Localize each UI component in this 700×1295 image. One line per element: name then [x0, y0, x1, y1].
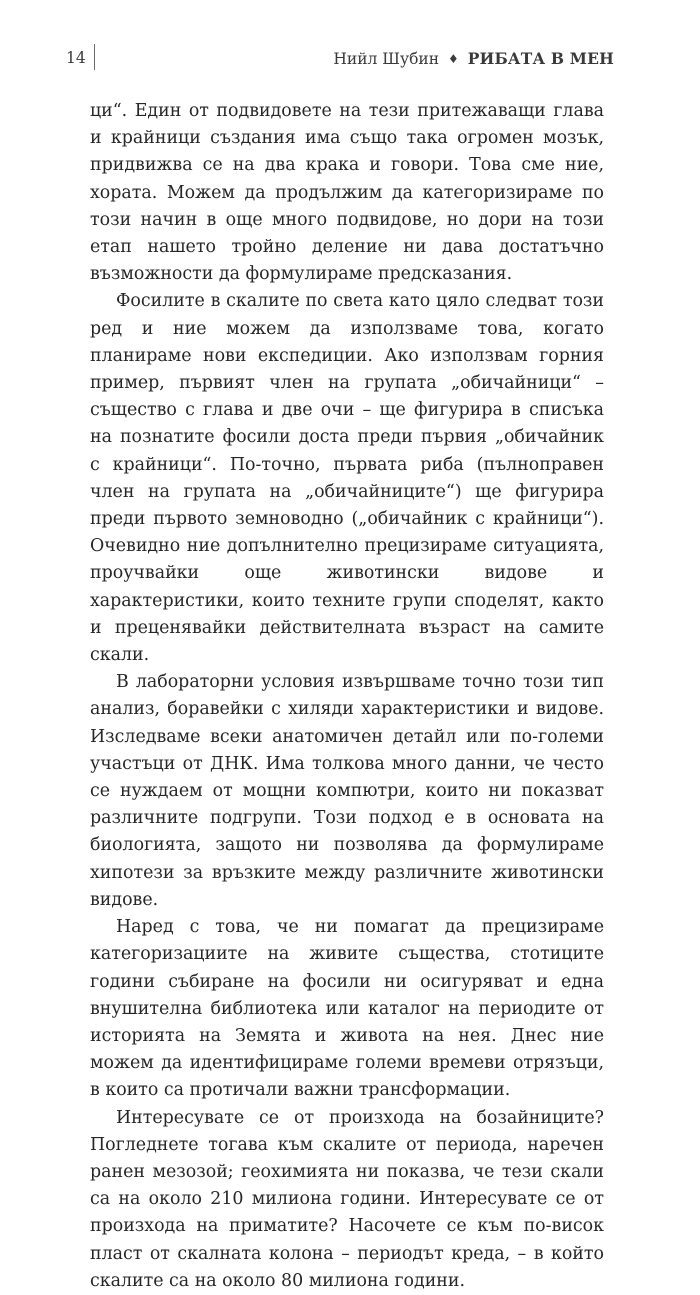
paragraph-2: Фосилите в скалите по света като цяло следват този ред и ние можем да използваме това, когато планираме нови експедиции. Ако използвам горния пример, първият член на групата „обичайници“ – същество с глава и две очи – ще фигурира в списъка на познатите фосили доста преди първия „обичайник с крайници“. По-точно, първата риба (пълноправен член на групата на „обичайниците“) ще фигурира преди първото земноводно („обичайник с крайници“). Очевидно ние допълнително прецизираме ситуацията, проучвайки още животински видове и характеристики, които техните групи споделят, както и преценявайки действителната възраст на самите скали. — [90, 291, 604, 666]
running-head-book-title: РИБАТА В МЕН — [467, 49, 614, 68]
paragraph-5: Интересувате се от произхода на бозайниците? Погледнете тогава към скалите от периода, наречен ранен мезозой; геохимията ни показва, че тези скали са на около 210 милиона години. Интересувате се от произхода на приматите? Насочете се към по-висок пласт от скалната колона – периодът креда, – в който скалите са на около 80 милиона години. — [90, 1107, 604, 1291]
running-head-author: Нийл Шубин — [333, 50, 440, 68]
paragraph-3: В лабораторни условия извършваме точно този тип анализ, боравейки с хиляди характеристики и видове. Изследваме всеки анатомичен детайл или по-големи участъци от ДНК. Има толкова много данни, че често се нуждаем от мощни компютри, които ни показват различните подгрупи. Този подход е в основата на биологията, защото ни позволява да формулираме хипотези за връзките между различните животински видове. — [90, 672, 604, 910]
paragraph-1: ци“. Един от подвидовете на тези притежаващи глава и крайници създания има също така огромен мозък, придвижва се на два крака и говори. Това сме ние, хората. Можем да продължим да категоризираме по този начин в още много подвидове, но дори на този етап нашето тройно деление ни дава достатъчно възможности да формулираме предсказания. — [90, 101, 604, 285]
running-head — [333, 49, 614, 68]
diamond-separator-icon: ♦ — [448, 52, 459, 66]
page-number-divider — [94, 44, 95, 70]
body-text — [90, 98, 604, 1295]
paragraph-4: Наред с това, че ни помагат да прецизираме категоризациите на живите същества, стотиците години събиране на фосили ни осигуряват и една внушителна библиотека или каталог на периодите от историята на Земята и живота на нея. Днес ние можем да идентифицираме големи времеви отрязъци, в които са протичали важни трансформации. — [90, 917, 604, 1101]
page-number: 14 — [66, 49, 86, 67]
page-header — [66, 44, 614, 72]
